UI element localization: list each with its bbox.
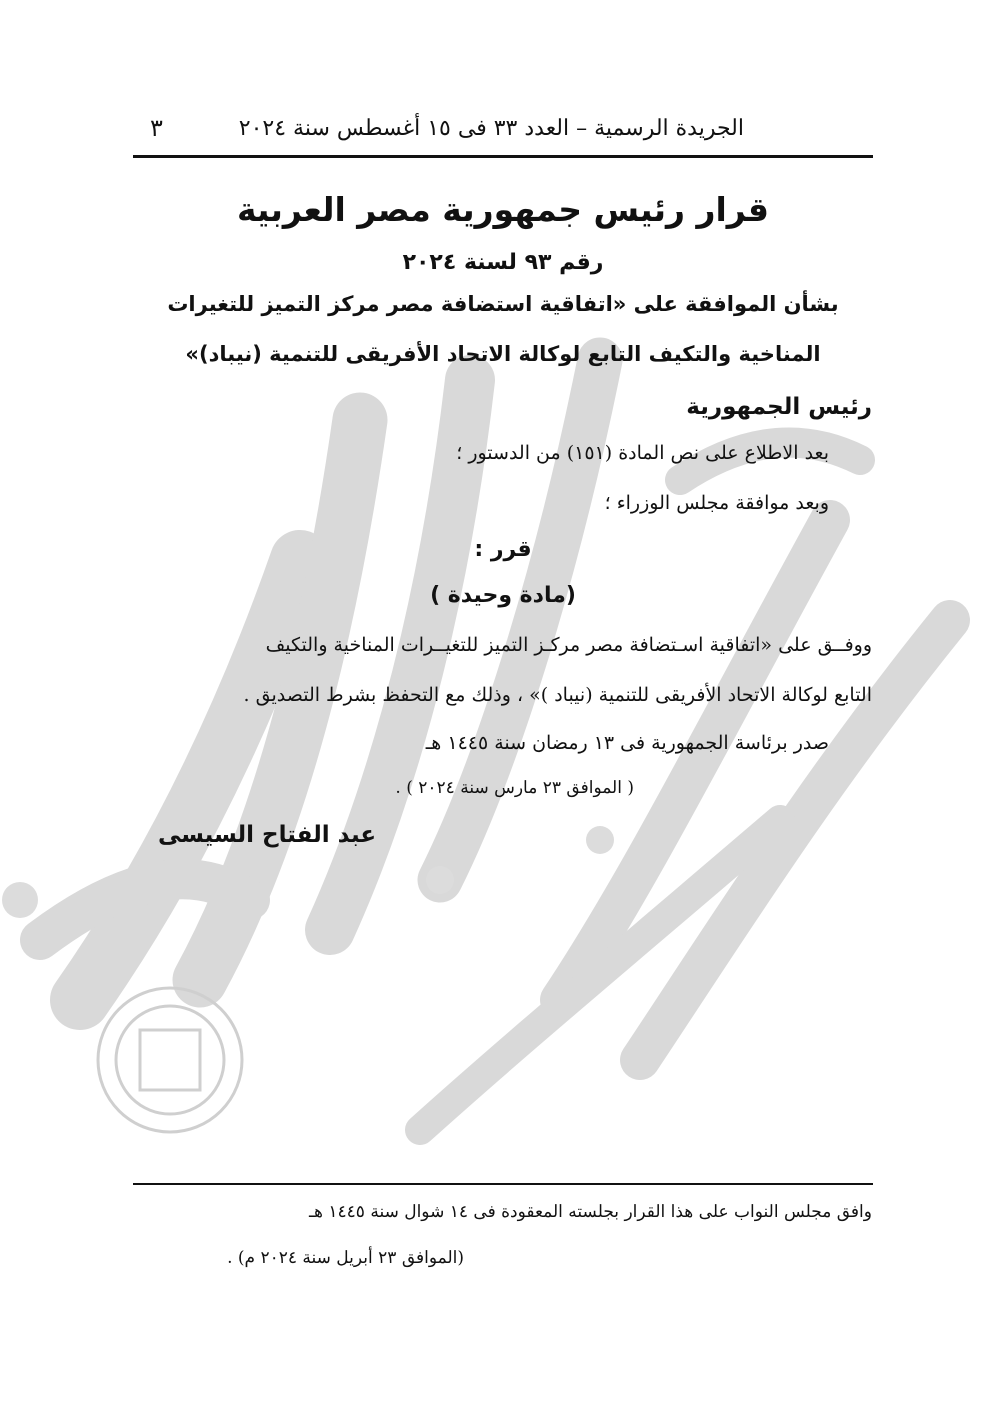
article-body-line-1: ووفــق على «اتفاقية اسـتضافة مصر مركـز التميز للتغيــرات المناخية والتكيف <box>265 634 872 656</box>
preamble-cabinet: وبعد موافقة مجلس الوزراء ؛ <box>604 492 829 514</box>
article-heading: (مادة وحيدة ) <box>430 583 576 608</box>
president-signature: عبد الفتاح السيسى <box>158 822 377 848</box>
preamble-constitution: بعد الاطلاع على نص المادة (١٥١) من الدستور ؛ <box>456 442 829 464</box>
issued-corresponding-date: ( الموافق ٢٣ مارس سنة ٢٠٢٤ ) . <box>395 778 634 798</box>
decided-heading: قرر : <box>474 537 532 562</box>
decree-subject-line-1: بشأن الموافقة على «اتفاقية استضافة مصر مركز التميز للتغيرات <box>167 292 839 316</box>
issued-date: صدر برئاسة الجمهورية فى ١٣ رمضان سنة ١٤٤٥ هـ <box>425 732 829 754</box>
article-body-line-2: التابع لوكالة الاتحاد الأفريقى للتنمية (نيباد )» ، وذلك مع التحفظ بشرط التصديق . <box>243 684 872 706</box>
decree-title: قرار رئيس جمهورية مصر العربية <box>237 190 769 229</box>
footnote-line-1: وافق مجلس النواب على هذا القرار بجلسته المعقودة فى ١٤ شوال سنة ١٤٤٥ هـ <box>309 1202 872 1222</box>
decree-number: رقم ٩٣ لسنة ٢٠٢٤ <box>402 250 604 275</box>
footnote-line-2: (الموافق ٢٣ أبريل سنة ٢٠٢٤ م) . <box>227 1248 464 1268</box>
decree-subject-line-2: المناخية والتكيف التابع لوكالة الاتحاد الأفريقى للتنمية (نيباد)» <box>185 342 821 366</box>
page-number: ٣ <box>150 114 163 142</box>
footnote-rule <box>133 1183 873 1185</box>
header-gazette-line: الجريدة الرسمية – العدد ٣٣ فى ١٥ أغسطس سنة ٢٠٢٤ <box>238 116 744 141</box>
header-rule <box>133 155 873 158</box>
president-heading: رئيس الجمهورية <box>686 394 872 420</box>
